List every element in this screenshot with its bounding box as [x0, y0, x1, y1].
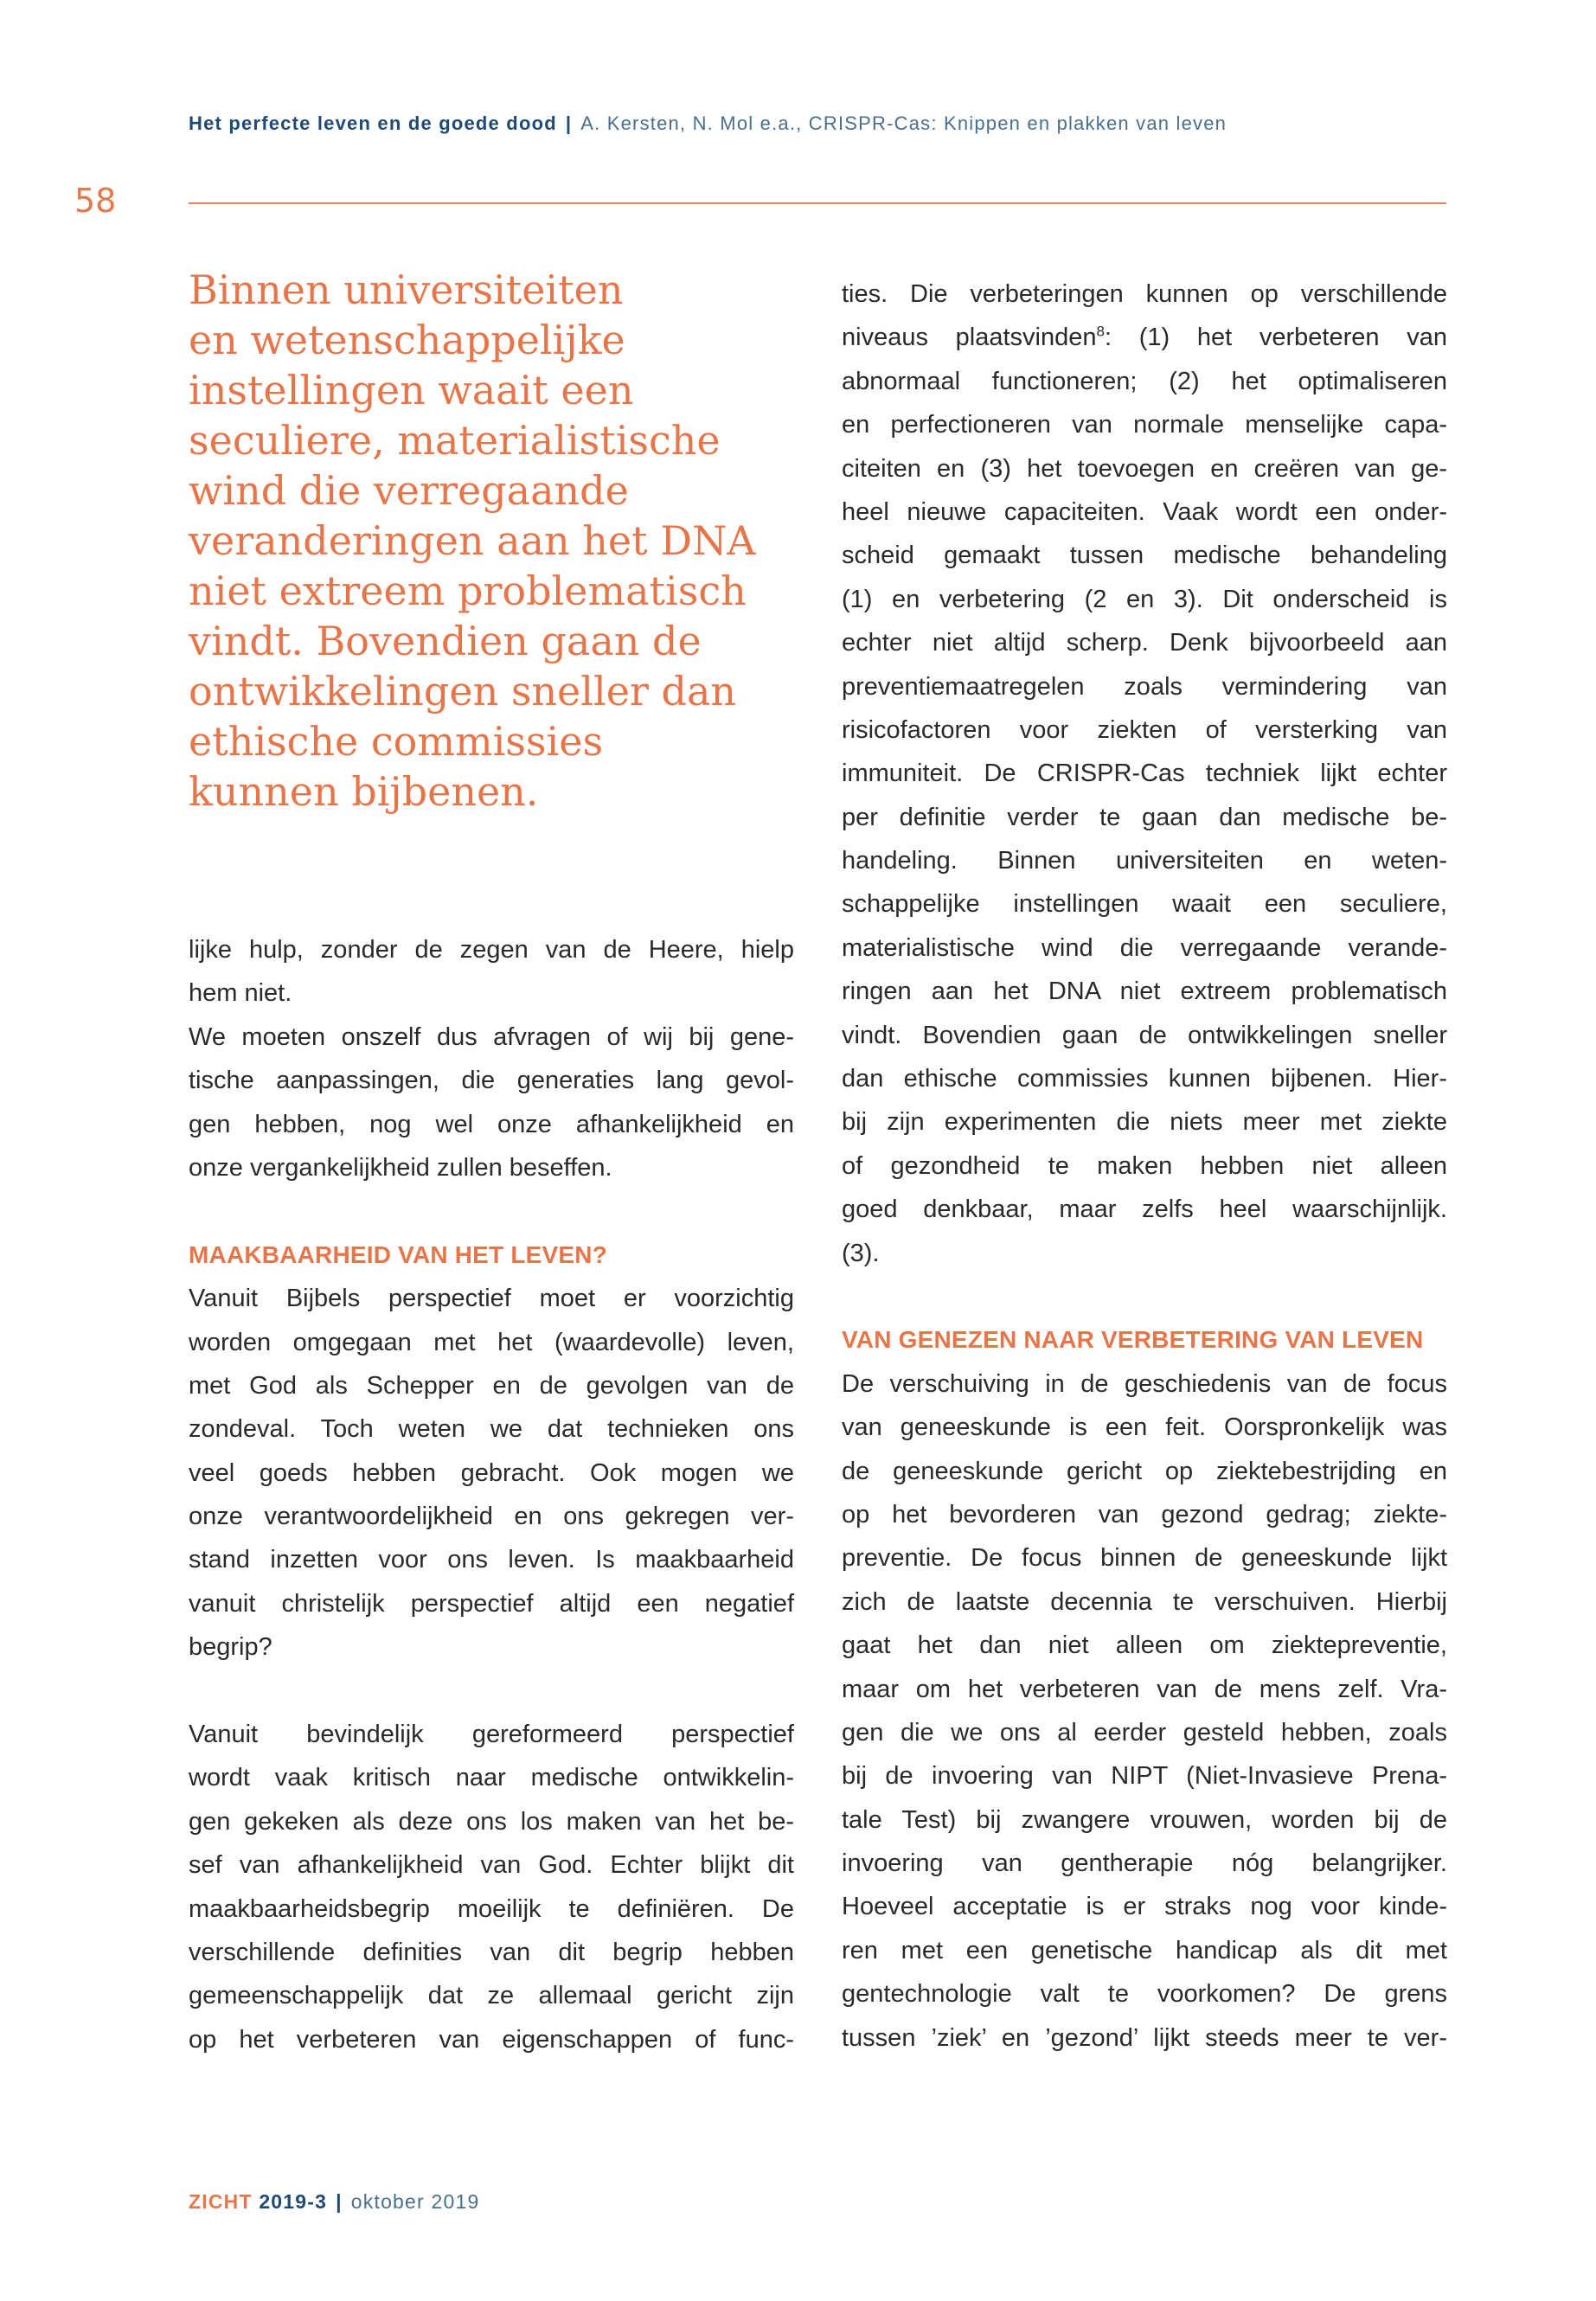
series-title: Het perfecte leven en de goede dood — [189, 112, 557, 134]
section-heading: MAAKBAARHEID VAN HET LEVEN? — [189, 1240, 607, 1268]
body-line: maar om het verbeteren van de mens zelf. Vra- — [842, 1675, 1447, 1703]
body-line: We moeten onszelf dus afvragen of wij bij gene- — [189, 1022, 794, 1051]
body-line-with-footnote — [842, 316, 1447, 359]
pullquote — [189, 265, 811, 817]
pullquote-line: veranderingen aan het DNA — [189, 517, 756, 564]
article-reference: A. Kersten, N. Mol e.a., CRISPR-Cas: Knippen en plakken van leven — [580, 112, 1227, 134]
body-text: : (1) het verbeteren van — [1104, 324, 1447, 352]
body-line: sef van afhankelijkheid van God. Echter blijkt dit — [189, 1851, 794, 1880]
body-line: ties. Die verbeteringen kunnen op verschillende — [842, 280, 1447, 308]
body-line: abnormaal functioneren; (2) het optimaliseren — [842, 367, 1447, 395]
body-line: ren met een genetische handicap als dit met — [842, 1936, 1447, 1965]
body-line: preventiemaatregelen zoals vermindering van — [842, 672, 1447, 701]
pullquote-line: ontwikkelingen sneller dan — [189, 668, 737, 715]
body-line: per definitie verder te gaan dan medische be- — [842, 803, 1447, 831]
pullquote-line: ethische commissies — [189, 718, 604, 765]
footnote-reference: 8 — [1096, 323, 1105, 340]
body-line: of gezondheid te maken hebben niet alleen — [842, 1151, 1447, 1180]
body-line: van geneeskunde is een feit. Oorspronkelijk was — [842, 1413, 1447, 1442]
body-line: De verschuiving in de geschiedenis van de focus — [842, 1369, 1447, 1398]
header-separator: | — [565, 112, 573, 134]
section-heading: VAN GENEZEN NAAR VERBETERING VAN LEVEN — [842, 1326, 1424, 1354]
body-line: maakbaarheidsbegrip moeilijk te definiëren. De — [189, 1894, 794, 1923]
body-line: met God als Schepper en de gevolgen van de — [189, 1371, 794, 1400]
footer-separator: | — [336, 2190, 343, 2213]
body-line: handeling. Binnen universiteiten en weten- — [842, 847, 1447, 875]
body-line: Vanuit Bijbels perspectief moet er voorzichtig — [189, 1285, 794, 1313]
body-line: vanuit christelijk perspectief altijd een negatief — [189, 1589, 794, 1618]
pullquote-line: instellingen waait een — [189, 367, 634, 413]
body-line: de geneeskunde gericht op ziektebestrijding en — [842, 1457, 1447, 1485]
body-line: en perfectioneren van normale menselijke capa- — [842, 411, 1447, 439]
body-line: op het bevorderen van gezond gedrag; ziekte- — [842, 1500, 1447, 1529]
body-line: lijke hulp, zonder de zegen van de Heere, hielp — [189, 936, 794, 964]
body-line: scheid gemaakt tussen medische behandeling — [842, 542, 1447, 570]
running-head — [189, 112, 1452, 135]
body-line: verschillende definities van dit begrip hebben — [189, 1938, 794, 1966]
body-line: gaat het dan niet alleen om ziektepreventie, — [842, 1631, 1447, 1660]
paragraph-gap — [842, 1275, 1447, 1318]
body-line: zich de laatste decennia te verschuiven. Hierbij — [842, 1587, 1447, 1616]
body-line: wordt vaak kritisch naar medische ontwikkelin- — [189, 1764, 794, 1792]
issue-date: oktober 2019 — [350, 2190, 480, 2213]
left-column — [189, 928, 794, 2061]
pullquote-line: seculiere, materialistische — [189, 417, 721, 464]
body-line: tische aanpassingen, die generaties lang gevol- — [189, 1067, 794, 1095]
body-line: ringen aan het DNA niet extreem problematisch — [842, 977, 1447, 1006]
body-line: goed denkbaar, maar zelfs heel waarschijnlijk. — [842, 1195, 1447, 1224]
pullquote-line: vindt. Bovendien gaan de — [189, 618, 702, 664]
body-line: op het verbeteren van eigenschappen of func- — [189, 2025, 794, 2054]
paragraph-gap — [189, 1670, 794, 1713]
body-line: risicofactoren voor ziekten of versterking van — [842, 715, 1447, 744]
body-line: Hoeveel acceptatie is er straks nog voor kinde- — [842, 1893, 1447, 1921]
footer — [189, 2190, 479, 2214]
right-column — [842, 272, 1447, 2060]
body-line: Vanuit bevindelijk gereformeerd perspectief — [189, 1721, 794, 1749]
body-line: gen gekeken als deze ons los maken van het be- — [189, 1807, 794, 1836]
body-line: gentechnologie valt te voorkomen? De grens — [842, 1980, 1447, 2009]
body-line: schappelijke instellingen waait een seculiere, — [842, 890, 1447, 919]
body-line: preventie. De focus binnen de geneeskunde lijkt — [842, 1544, 1447, 1573]
body-line: onze verantwoordelijkheid en ons gekregen ver- — [189, 1503, 794, 1531]
pullquote-line: wind die verregaande — [189, 467, 629, 514]
body-line: echter niet altijd scherp. Denk bijvoorbeeld aan — [842, 629, 1447, 657]
body-text: niveaus plaatsvinden — [842, 324, 1097, 352]
body-line: bij de invoering van NIPT (Niet-Invasieve Prena- — [842, 1762, 1447, 1791]
body-line: (3). — [842, 1239, 880, 1267]
pullquote-line: niet extreem problematisch — [189, 567, 747, 614]
body-line: dan ethische commissies kunnen bijbenen. Hier- — [842, 1065, 1447, 1093]
body-line: immuniteit. De CRISPR-Cas techniek lijkt echter — [842, 760, 1447, 788]
body-line: (1) en verbetering (2 en 3). Dit onderscheid is — [842, 585, 1447, 613]
body-line: gen hebben, nog wel onze afhankelijkheid en — [189, 1110, 794, 1138]
body-line: gemeenschappelijk dat ze allemaal gericht zijn — [189, 1982, 794, 2010]
body-line: tussen ’ziek’ en ’gezond’ lijkt steeds meer te ver- — [842, 2023, 1447, 2052]
paragraph-gap — [189, 1189, 794, 1233]
body-line: begrip? — [189, 1633, 272, 1662]
body-line: tale Test) bij zwangere vrouwen, worden bij de — [842, 1805, 1447, 1834]
body-line: worden omgegaan met het (waardevolle) leven, — [189, 1328, 794, 1356]
body-line: bij zijn experimenten die niets meer met ziekte — [842, 1108, 1447, 1137]
body-line: heel nieuwe capaciteiten. Vaak wordt een onder- — [842, 497, 1447, 526]
body-line: gen die we ons al eerder gesteld hebben, zoals — [842, 1718, 1447, 1747]
body-line: zondeval. Toch weten we dat technieken ons — [189, 1415, 794, 1444]
pullquote-line: Binnen universiteiten — [189, 266, 624, 313]
issue-number: 2019-3 — [259, 2190, 328, 2213]
pullquote-line: en wetenschappelijke — [189, 317, 625, 363]
body-line: materialistische wind die verregaande verande- — [842, 933, 1447, 962]
body-line: veel goeds hebben gebracht. Ook mogen we — [189, 1458, 794, 1487]
body-line: citeiten en (3) het toevoegen en creëren van ge- — [842, 454, 1447, 483]
page-number: 58 — [74, 182, 117, 220]
body-line: hem niet. — [189, 979, 292, 1008]
magazine-name: ZICHT — [189, 2190, 253, 2213]
body-line: onze vergankelijkheid zullen beseffen. — [189, 1153, 612, 1182]
body-line: stand inzetten voor ons leven. Is maakbaarheid — [189, 1546, 794, 1574]
header-rule — [189, 202, 1446, 204]
body-line: vindt. Bovendien gaan de ontwikkelingen sneller — [842, 1021, 1447, 1049]
body-line: invoering van gentherapie nóg belangrijker. — [842, 1849, 1447, 1878]
pullquote-line: kunnen bijbenen. — [189, 768, 539, 815]
